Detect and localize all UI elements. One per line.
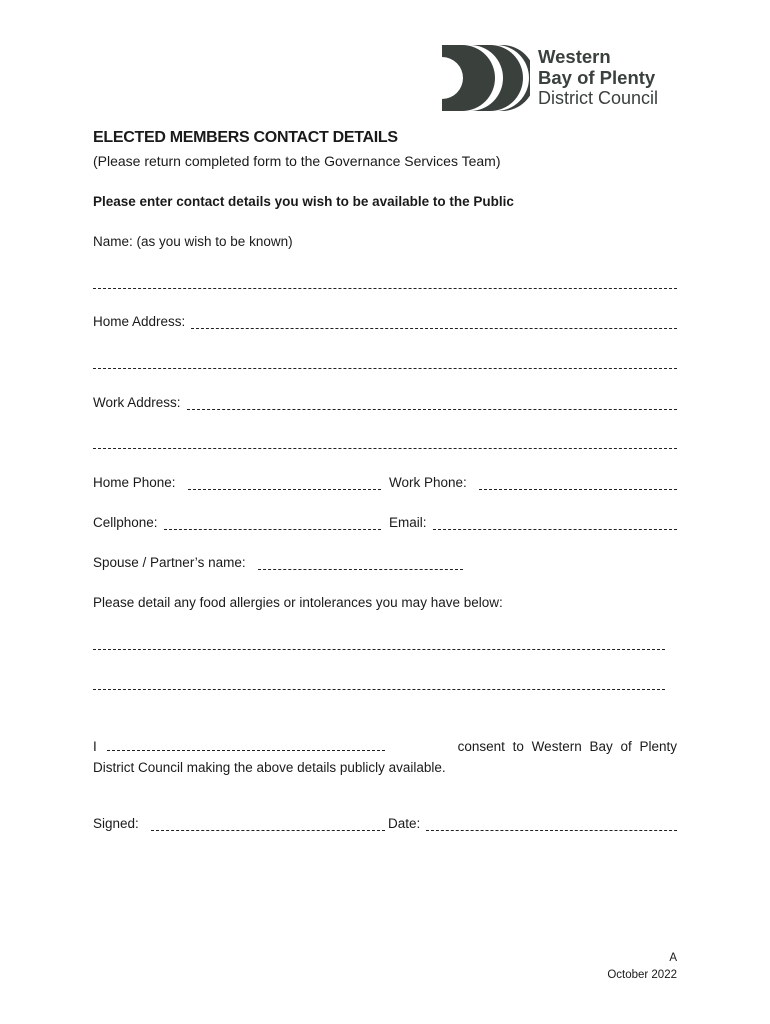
home-address-field[interactable] — [191, 314, 677, 329]
home-address-field-line2[interactable] — [93, 368, 677, 369]
consent-statement — [93, 736, 677, 778]
consent-line2-text: District Council making the above details publicly available. — [93, 760, 446, 775]
cellphone-field[interactable] — [164, 515, 381, 530]
work-address-field[interactable] — [187, 395, 677, 410]
allergies-row — [93, 595, 677, 610]
home-address-row — [93, 314, 677, 329]
consent-name-field[interactable] — [107, 736, 385, 751]
spouse-label: Spouse / Partner’s name: — [93, 555, 246, 570]
work-phone-label: Work Phone: — [389, 475, 467, 490]
cellphone-email-row — [93, 515, 677, 530]
footer-code: A — [669, 952, 677, 964]
spouse-row — [93, 555, 677, 570]
footer-date: October 2022 — [607, 969, 677, 981]
form-subtitle: (Please return completed form to the Governance Services Team) — [93, 153, 501, 169]
allergies-field-line1[interactable] — [93, 649, 665, 650]
email-label: Email: — [389, 515, 427, 530]
name-label: Name: (as you wish to be known) — [93, 234, 293, 249]
phone-row — [93, 475, 677, 490]
name-field[interactable] — [93, 288, 677, 289]
home-phone-label: Home Phone: — [93, 475, 176, 490]
consent-prefix: I — [93, 739, 97, 754]
form-title: ELECTED MEMBERS CONTACT DETAILS — [93, 129, 398, 146]
council-logo — [440, 40, 680, 115]
work-address-field-line2[interactable] — [93, 448, 677, 449]
logo-text-district-council: District Council — [538, 88, 659, 108]
work-phone-field[interactable] — [479, 475, 677, 490]
page-footer — [607, 950, 677, 984]
spouse-field[interactable] — [258, 555, 463, 570]
cellphone-label: Cellphone: — [93, 515, 158, 530]
logo-text-western: Western — [538, 46, 611, 67]
date-label: Date: — [388, 816, 421, 831]
signed-label: Signed: — [93, 816, 139, 831]
name-label-row — [93, 234, 677, 249]
home-phone-field[interactable] — [188, 475, 381, 490]
signed-field[interactable] — [151, 816, 385, 831]
form-instruction: Please enter contact details you wish to be available to the Public — [93, 194, 514, 209]
allergies-label: Please detail any food allergies or intolerances you may have below: — [93, 595, 503, 610]
consent-line1-text: consent to Western Bay of Plenty — [457, 739, 677, 754]
work-address-label: Work Address: — [93, 395, 181, 410]
email-field[interactable] — [433, 515, 677, 530]
allergies-field-line2[interactable] — [93, 689, 665, 690]
signature-row — [93, 816, 677, 831]
home-address-label: Home Address: — [93, 314, 186, 329]
logo-text-bay-of-plenty: Bay of Plenty — [538, 67, 656, 88]
work-address-row — [93, 395, 677, 410]
logo-mark-icon — [440, 43, 530, 113]
date-field[interactable] — [426, 816, 677, 831]
